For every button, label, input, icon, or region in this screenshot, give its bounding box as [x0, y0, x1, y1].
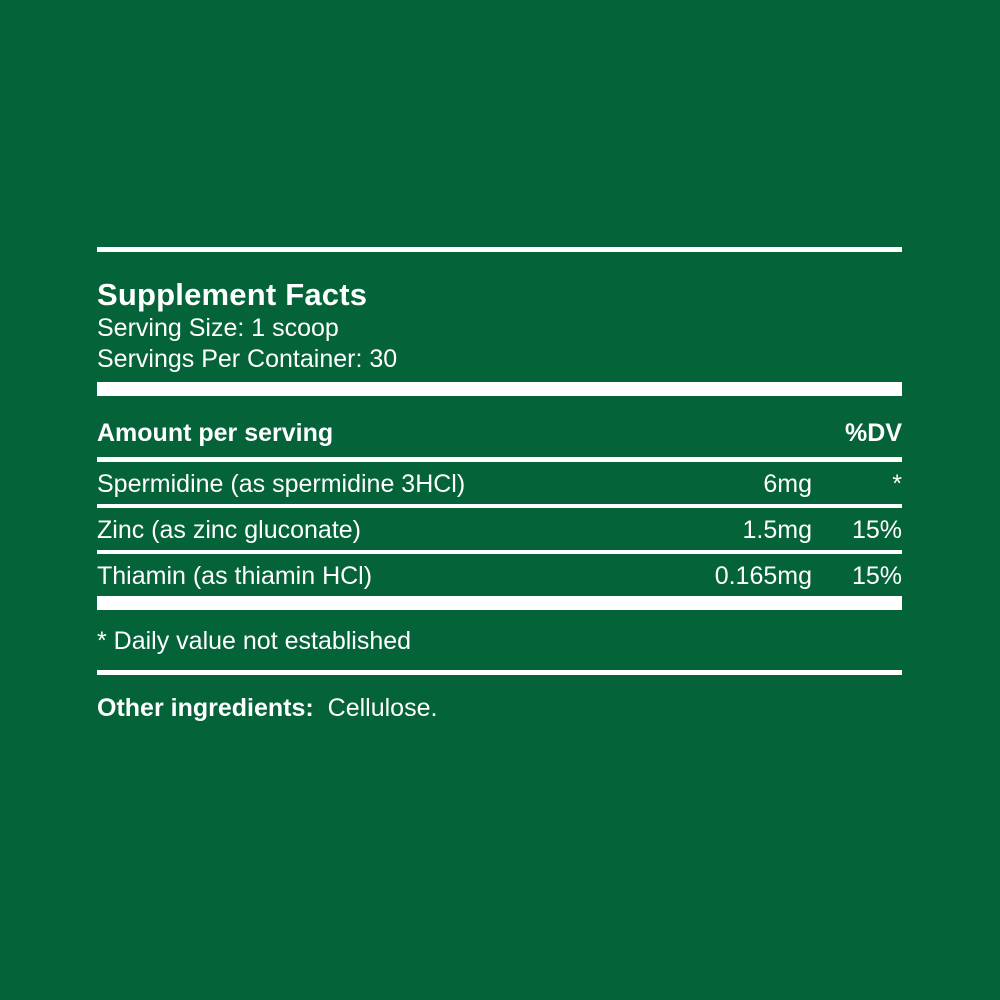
nutrient-daily-value: 15%: [851, 516, 902, 544]
table-row: [97, 508, 902, 550]
other-ingredients-line: [97, 693, 902, 724]
nutrient-daily-value: 15%: [851, 562, 902, 590]
nutrient-daily-value: *: [892, 470, 902, 498]
supplement-facts-panel: [97, 247, 902, 724]
amount-per-serving-header: Amount per serving: [97, 419, 334, 447]
nutrient-name: Zinc (as zinc gluconate): [97, 516, 362, 544]
table-row: [97, 462, 902, 504]
daily-value-footnote: * Daily value not established: [97, 627, 412, 655]
nutrient-amount: 0.165mg: [714, 562, 812, 590]
intro-separator-bar: [97, 382, 902, 396]
nutrient-name: Spermidine (as spermidine 3HCl): [97, 470, 466, 498]
table-bottom-bar: [97, 596, 902, 610]
other-ingredients-value: Cellulose.: [327, 694, 438, 722]
table-header-row: [97, 418, 902, 448]
servings-per-container-text: Servings Per Container: 30: [97, 345, 398, 373]
nutrient-amount: 1.5mg: [742, 516, 812, 544]
nutrient-amount: 6mg: [763, 470, 812, 498]
other-ingredients-label: Other ingredients:: [97, 694, 314, 722]
serving-size-text: Serving Size: 1 scoop: [97, 314, 339, 342]
panel-title: Supplement Facts: [97, 277, 368, 312]
daily-value-header: %DV: [845, 419, 902, 447]
top-rule: [97, 247, 902, 252]
nutrient-name: Thiamin (as thiamin HCl): [97, 562, 373, 590]
table-row: [97, 554, 902, 596]
footnote-rule: [97, 670, 902, 675]
